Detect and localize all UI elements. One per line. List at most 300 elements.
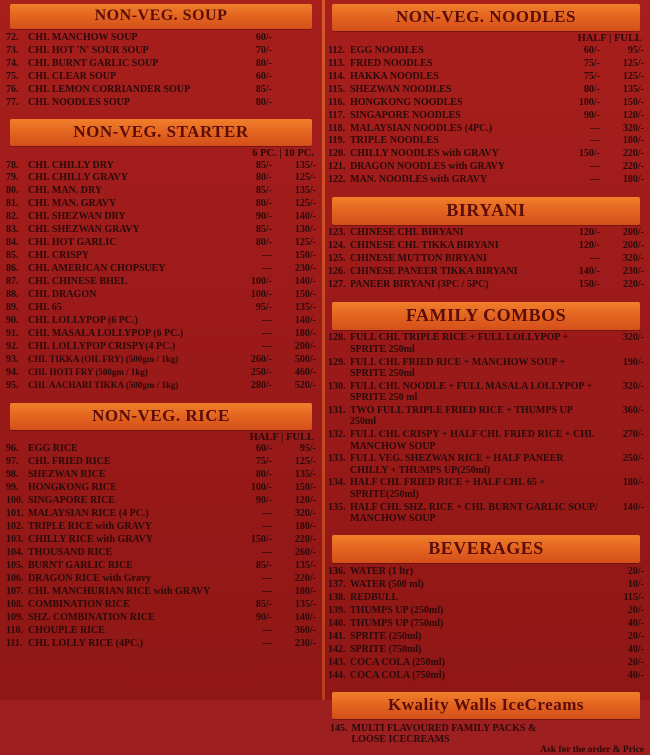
item-price-2: 130/- <box>294 224 316 236</box>
table-biryani <box>328 227 644 292</box>
item-number: 74. <box>6 57 19 69</box>
table-row <box>6 495 316 508</box>
item-price-1: 90/- <box>255 495 272 507</box>
item-price-1: 150/- <box>250 534 272 546</box>
item-name: FULL CHI. TRIPLE RICE + FULL LOLLYPOP + SPRITE 250ml <box>350 332 569 355</box>
item-number: 116. <box>328 96 345 108</box>
item-price-1: 85/- <box>255 185 272 197</box>
table-row <box>6 559 316 572</box>
table-row <box>6 482 316 495</box>
item-number: 100. <box>6 495 24 507</box>
table-row <box>6 263 316 276</box>
table-row <box>6 250 316 263</box>
section-title-nonveg-soup: NON-VEG. SOUP <box>10 4 312 29</box>
item-price-1: 100/- <box>578 96 600 108</box>
item-name: MULTI FLAVOURED FAMILY PACKS & LOOSE ICECREAMS <box>351 723 537 746</box>
item-number: 92. <box>6 341 19 353</box>
item-price-2: 150/- <box>294 289 316 301</box>
item-name: SHEZWAN NOODLES <box>350 83 452 95</box>
item-name: FRIED NOODLES <box>350 57 433 69</box>
starter-column-headers: 6 PC. | 10 PC. <box>252 147 314 159</box>
table-row <box>328 70 644 83</box>
item-number: 76. <box>6 83 19 95</box>
item-price-2: 220/- <box>294 534 316 546</box>
item-price-1: 90/- <box>583 109 600 121</box>
item-name: CHI. MANCHOW SOUP <box>28 31 138 43</box>
item-name: CHI. AMERICAN CHOPSUEY <box>28 263 166 275</box>
item-price-1: 85/- <box>255 224 272 236</box>
item-name: THUMPS UP (250ml) <box>350 604 444 616</box>
table-row <box>6 172 316 185</box>
table-row <box>328 96 644 109</box>
item-price-1: 100/- <box>250 276 272 288</box>
item-name: CHINESE MUTTON BIRYANI <box>350 253 487 265</box>
item-name: THUMPS UP (750ml) <box>350 617 444 629</box>
item-price-1: 100/- <box>250 289 272 301</box>
item-price-1: --- <box>262 315 272 327</box>
table-row <box>6 534 316 547</box>
item-name: CHINESE PANEER TIKKA BIRYANI <box>350 266 518 278</box>
item-price-2: 250/- <box>622 453 644 465</box>
table-family-combos <box>328 332 644 526</box>
table-row <box>6 637 316 650</box>
item-price-2: 140/- <box>294 315 316 327</box>
item-price-1: 80/- <box>255 469 272 481</box>
item-number: 129. <box>328 356 346 368</box>
table-row <box>6 547 316 560</box>
item-price-2: 135/- <box>622 83 644 95</box>
column-divider <box>322 0 325 700</box>
item-name: CHI. TIKKA (OIL FRY) (500gm / 1kg) <box>28 354 179 365</box>
item-number: 87. <box>6 276 19 288</box>
item-price-2: 200/- <box>622 227 644 239</box>
item-number: 126. <box>328 266 346 278</box>
item-price-1: 75/- <box>583 57 600 69</box>
table-row <box>328 477 644 501</box>
item-price-1: 60/- <box>255 443 272 455</box>
table-row <box>328 161 644 174</box>
item-number: 107. <box>6 586 24 598</box>
item-name: EGG NOODLES <box>350 44 424 56</box>
table-row <box>328 266 644 279</box>
item-price-1: --- <box>262 586 272 598</box>
table-row <box>6 70 316 83</box>
item-name: SINGAPORE NOODLES <box>350 109 461 121</box>
item-price-1: --- <box>262 547 272 559</box>
item-name: FULL CHI. NOODLE + FULL MASALA LOLLYPOP + SPRITE 250 ml <box>350 380 593 404</box>
item-price-1: --- <box>590 174 600 186</box>
item-name: EGG RICE <box>28 443 78 455</box>
item-number: 85. <box>6 250 19 262</box>
item-number: 93. <box>6 354 19 366</box>
item-price-1: --- <box>262 521 272 533</box>
item-number: 105. <box>6 560 24 572</box>
item-name: CHI. MASALA LOLLYPOP (6 PC.) <box>28 328 184 340</box>
section-title-nonveg-rice: NON-VEG. RICE <box>10 403 312 430</box>
table-row <box>6 456 316 469</box>
item-price-2 <box>272 70 316 83</box>
item-number: 99. <box>6 482 19 494</box>
item-price-2: 180/- <box>622 174 644 186</box>
item-name: CHINESE CHI. TIKKA BIRYANI <box>350 240 499 252</box>
item-price-2 <box>272 31 316 44</box>
item-price-2: 230/- <box>622 266 644 278</box>
item-price-1: --- <box>262 573 272 585</box>
item-name: CHI. 65 <box>28 302 62 314</box>
item-number: 136. <box>328 565 346 577</box>
item-number: 111. <box>6 637 23 649</box>
item-price-2: 180/- <box>294 521 316 533</box>
item-price-1: --- <box>590 135 600 147</box>
item-price-2: 520/- <box>294 380 316 392</box>
item-price-1: --- <box>262 625 272 636</box>
item-name: CHI. CRISPY <box>28 250 90 262</box>
item-name: HONGKONG NOODLES <box>350 96 463 108</box>
table-row <box>6 443 316 456</box>
item-number: 145. <box>330 723 348 735</box>
item-name: WATER (1 ltr) <box>350 565 414 577</box>
item-number: 73. <box>6 44 19 56</box>
item-price-2: 135/- <box>294 599 316 611</box>
item-price-2: 125/- <box>294 456 316 468</box>
item-price-2: 200/- <box>622 240 644 252</box>
item-price-1: 80/- <box>255 96 272 108</box>
item-price-1: 260/- <box>250 354 272 366</box>
table-row <box>328 404 644 428</box>
item-name: SINGAPORE RICE <box>28 495 115 507</box>
item-price-2: 125/- <box>294 198 316 210</box>
table-row <box>6 44 316 57</box>
item-name: FULL CHI. FRIED RICE + MANCHOW SOUP + SPRITE 250ml <box>350 356 566 380</box>
item-price-2: 115/- <box>623 591 644 603</box>
item-name: SPRITE (250ml) <box>350 630 422 642</box>
table-row <box>6 469 316 482</box>
item-name: HONGKONG RICE <box>28 482 117 494</box>
table-row <box>328 656 644 669</box>
item-number: 103. <box>6 534 24 546</box>
item-price-1: 120/- <box>578 227 600 239</box>
table-row <box>6 585 316 598</box>
item-price-2 <box>272 83 316 96</box>
item-name: COCA COLA (750ml) <box>350 669 445 681</box>
item-name: CHI. MAN. DRY <box>28 185 103 197</box>
item-price-1: 75/- <box>583 70 600 82</box>
item-name: CHI. SHEZWAN DRY <box>28 211 126 223</box>
item-price-2: 190/- <box>622 356 644 368</box>
section-title-nonveg-starter: NON-VEG. STARTER <box>10 119 312 146</box>
table-row <box>328 643 644 656</box>
item-number: 141. <box>328 630 346 642</box>
table-row <box>6 521 316 534</box>
item-number: 115. <box>328 83 345 95</box>
item-name: FULL VEG. SHEZWAN RICE + HALF PANEER CHILLY + THUMPS UP(250ml) <box>350 453 564 476</box>
item-number: 125. <box>328 253 346 265</box>
table-row <box>328 332 644 356</box>
item-price-2: 320/- <box>622 332 644 344</box>
item-price-2: 200/- <box>294 341 316 353</box>
table-row <box>6 159 316 172</box>
item-number: 88. <box>6 289 19 301</box>
item-price-2: 150/- <box>294 482 316 494</box>
item-number: 119. <box>328 135 345 147</box>
item-price-1: 60/- <box>583 44 600 56</box>
section-title-nonveg-noodles: NON-VEG. NOODLES <box>332 4 640 31</box>
item-number: 72. <box>6 31 19 43</box>
item-number: 112. <box>328 44 345 56</box>
item-number: 124. <box>328 240 346 252</box>
table-row <box>328 279 644 292</box>
item-price-2: 125/- <box>294 237 316 249</box>
item-name: CHI. MAN. GRAVY <box>28 198 117 210</box>
item-name: CHINESE CHI. BIRYANI <box>350 227 464 239</box>
item-price-1: --- <box>262 508 272 520</box>
item-price-2: 20/- <box>627 565 644 577</box>
item-price-2: 40/- <box>627 669 644 681</box>
table-row <box>328 174 644 187</box>
table-row <box>328 429 644 453</box>
section-title-icecreams: Kwality Walls IceCreams <box>332 692 640 719</box>
item-name: CHI. HOT 'N' SOUR SOUP <box>28 44 149 56</box>
table-row <box>6 598 316 611</box>
item-price-1: 75/- <box>255 456 272 468</box>
item-name: CHI. SHEZWAN GRAVY <box>28 224 140 236</box>
item-number: 113. <box>328 57 345 69</box>
item-price-1: 250/- <box>250 367 272 379</box>
item-price-2: 150/- <box>294 250 316 262</box>
item-number: 106. <box>6 573 24 585</box>
table-row <box>6 302 316 315</box>
item-price-1: 60/- <box>255 70 272 82</box>
item-name: CHI. BURNT GARLIC SOUP <box>28 57 159 69</box>
item-name: DRAGON RICE with Gravy <box>28 573 152 585</box>
item-number: 90. <box>6 315 19 327</box>
item-price-2: 140/- <box>294 276 316 288</box>
section-title-biryani: BIRYANI <box>332 197 640 225</box>
table-row <box>6 289 316 302</box>
item-name: REDBULL <box>350 591 399 603</box>
item-price-1: 80/- <box>255 237 272 249</box>
section-title-family-combos: FAMILY COMBOS <box>332 302 640 330</box>
table-row <box>6 572 316 585</box>
item-price-1: 150/- <box>578 279 600 291</box>
item-number: 81. <box>6 198 19 210</box>
item-number: 79. <box>6 172 19 184</box>
table-row <box>328 630 644 643</box>
item-price-1: --- <box>262 263 272 275</box>
item-price-1: 150/- <box>578 148 600 160</box>
table-row <box>6 328 316 341</box>
table-row <box>6 31 316 44</box>
item-name: CHI. HOTI FRY (500gm / 1kg) <box>28 367 148 378</box>
table-nonveg-soup <box>6 31 316 109</box>
table-row <box>6 367 316 380</box>
item-number: 123. <box>328 227 346 239</box>
item-number: 96. <box>6 443 19 455</box>
table-row <box>6 315 316 328</box>
item-name: BURNT GARLIC RICE <box>28 560 133 572</box>
item-number: 95. <box>6 380 19 392</box>
item-price-1: 85/- <box>255 83 272 95</box>
section-title-beverages: BEVERAGES <box>332 535 640 563</box>
item-name: MALAYSIAN RICE (4 PC.) <box>28 508 149 520</box>
table-beverages <box>328 565 644 682</box>
item-price-2: 20/- <box>627 656 644 668</box>
item-name: WATER (500 ml) <box>350 578 424 590</box>
item-price-2: 320/- <box>294 508 316 520</box>
item-number: 89. <box>6 302 19 314</box>
item-price-2: 135/- <box>294 185 316 197</box>
item-price-1: 80/- <box>255 198 272 210</box>
item-price-2: 220/- <box>294 573 316 585</box>
item-price-2: 140/- <box>294 612 316 624</box>
table-row <box>6 508 316 521</box>
item-price-1: --- <box>262 328 272 340</box>
table-row <box>328 617 644 630</box>
item-name: CHI. MANCHURIAN RICE with GRAVY <box>28 586 211 598</box>
item-price-2: 460/- <box>294 367 316 379</box>
table-row <box>6 224 316 237</box>
item-number: 134. <box>328 477 346 489</box>
item-name: SHZ. COMBINATION RICE <box>28 612 155 624</box>
table-row <box>328 135 644 148</box>
item-number: 140. <box>328 617 346 629</box>
table-row <box>328 148 644 161</box>
table-row <box>6 341 316 354</box>
item-name: CHI. LEMON CORRIANDER SOUP <box>28 83 191 95</box>
item-price-2 <box>272 57 316 70</box>
item-price-2: 40/- <box>627 643 644 655</box>
item-number: 94. <box>6 367 19 379</box>
item-number: 83. <box>6 224 19 236</box>
item-number: 91. <box>6 328 19 340</box>
table-row <box>6 611 316 624</box>
item-price-1: 95/- <box>255 302 272 314</box>
item-price-2: 180/- <box>622 135 644 147</box>
item-number: 114. <box>328 70 345 82</box>
item-number: 108. <box>6 599 24 611</box>
item-name: CHI. LOLLYPOP (6 PC.) <box>28 315 138 327</box>
item-number: 131. <box>328 404 346 416</box>
item-price-2: 150/- <box>622 96 644 108</box>
item-number: 144. <box>328 669 346 681</box>
item-price-2: 220/- <box>622 161 644 173</box>
item-price-2: 40/- <box>627 617 644 629</box>
item-name: CHILLY NOODLES with GRAVY <box>350 148 499 160</box>
item-price-1: 280/- <box>250 380 272 392</box>
table-row <box>6 276 316 289</box>
item-price-2 <box>272 96 316 109</box>
table-row <box>328 591 644 604</box>
item-price-1: 85/- <box>255 560 272 572</box>
item-price-1: --- <box>262 637 272 649</box>
item-price-2: 500/- <box>294 354 316 366</box>
table-row <box>328 380 644 404</box>
item-price-2: 180/- <box>294 328 316 340</box>
item-number: 118. <box>328 122 345 134</box>
item-price-2: 320/- <box>622 253 644 265</box>
item-number: 142. <box>328 643 346 655</box>
item-number: 80. <box>6 185 19 197</box>
item-name: MALAYSIAN NOODLES (4PC.) <box>350 122 493 134</box>
item-price-2: 220/- <box>622 148 644 160</box>
item-name: CHI. AACHARI TIKKA (500gm / 1kg) <box>28 380 179 391</box>
item-price-2: 135/- <box>294 469 316 481</box>
item-number: 77. <box>6 96 19 108</box>
table-nonveg-noodles <box>328 44 644 187</box>
item-price-1: --- <box>590 161 600 173</box>
table-row <box>6 185 316 198</box>
item-name: CHI. CHILLY GRAVY <box>28 172 128 184</box>
item-name: CHOUPLE RICE <box>28 625 105 636</box>
table-row <box>328 83 644 96</box>
item-price-1: 140/- <box>578 266 600 278</box>
item-number: 128. <box>328 332 346 344</box>
rice-column-headers: HALF | FULL <box>249 431 314 443</box>
item-price-2: 360/- <box>622 404 644 416</box>
item-name: COCA COLA (250ml) <box>350 656 445 668</box>
item-price-2: 320/- <box>622 380 644 392</box>
item-price-2: 230/- <box>294 637 316 649</box>
item-price-2: 260/- <box>294 547 316 559</box>
item-name: PANEER BIRYANI (3PC / 5PC) <box>350 279 489 291</box>
item-name: CHILLY RICE with GRAVY <box>28 534 153 546</box>
table-row <box>6 624 316 637</box>
item-price-2: 125/- <box>622 70 644 82</box>
table-row <box>6 211 316 224</box>
table-nonveg-starter <box>6 159 316 393</box>
item-number: 122. <box>328 174 346 186</box>
item-price-2: 125/- <box>622 57 644 69</box>
item-number: 139. <box>328 604 346 616</box>
item-number: 82. <box>6 211 19 223</box>
item-number: 133. <box>328 453 346 465</box>
item-number: 121. <box>328 161 346 173</box>
item-price-1: 90/- <box>255 211 272 223</box>
table-row <box>6 57 316 70</box>
item-price-1: 70/- <box>255 44 272 56</box>
item-number: 97. <box>6 456 19 468</box>
table-row <box>328 453 644 477</box>
icecream-note: Ask for the order & Price <box>540 745 644 755</box>
item-price-2: 20/- <box>627 630 644 642</box>
item-number: 84. <box>6 237 19 249</box>
item-name: TRIPLE RICE with GRAVY <box>28 521 153 533</box>
item-name: COMBINATION RICE <box>28 599 130 611</box>
item-price-2: 125/- <box>294 172 316 184</box>
table-row <box>328 565 644 578</box>
item-price-2: 320/- <box>622 122 644 134</box>
item-price-1: 85/- <box>255 159 272 171</box>
item-number: 75. <box>6 70 19 82</box>
item-price-1: 80/- <box>583 83 600 95</box>
item-name: CHI. DRAGON <box>28 289 97 301</box>
item-price-2: 135/- <box>294 159 316 171</box>
item-name: HAKKA NOODLES <box>350 70 439 82</box>
item-name: TRIPLE NOODLES <box>350 135 439 147</box>
table-row <box>328 44 644 57</box>
table-row <box>6 96 316 109</box>
item-price-2: 360/- <box>294 625 316 636</box>
table-row <box>328 109 644 122</box>
item-name: CHI. CHINESE BHEL <box>28 276 128 288</box>
item-price-2: 180/- <box>294 586 316 598</box>
item-number: 138. <box>328 591 346 603</box>
item-number: 98. <box>6 469 19 481</box>
item-price-2: 135/- <box>294 302 316 314</box>
table-row <box>328 253 644 266</box>
item-number: 78. <box>6 159 19 171</box>
item-price-1: 90/- <box>255 612 272 624</box>
